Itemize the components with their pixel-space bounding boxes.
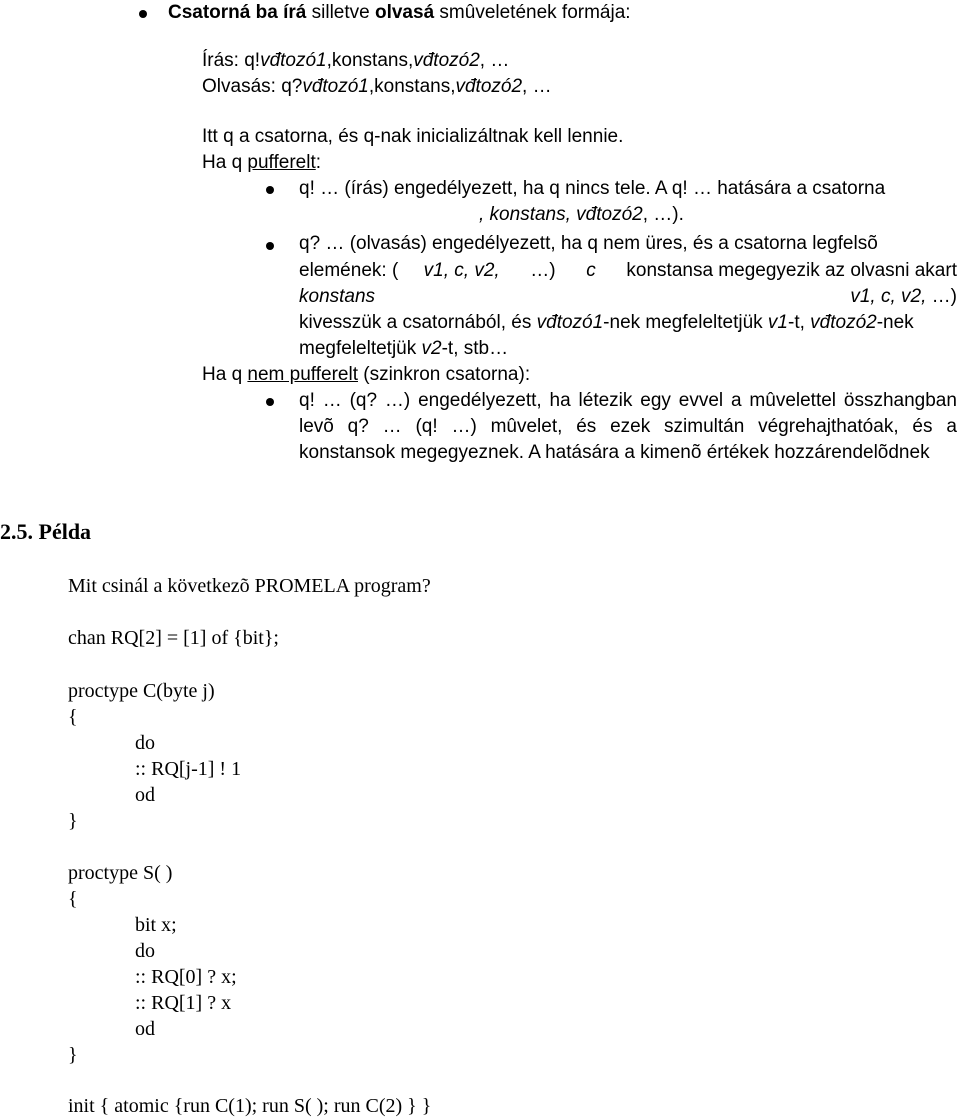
code-line: od bbox=[135, 784, 155, 806]
intro-text: Itt q a csatorna, és q-nak inicializáltnak kell lennie. bbox=[202, 126, 624, 147]
code-line: do bbox=[135, 940, 155, 962]
buffered-read-rule-line3: konstans v1, c, v2, …) bbox=[299, 286, 957, 307]
unbuffered-rule-line1: q! … (q? …) engedélyezett, ha létezik egy evvel a mûvelettel összhangban bbox=[299, 390, 957, 411]
code-line: do bbox=[135, 732, 155, 754]
code-line: init { atomic {run C(1); run S( ); run C(2) } } bbox=[68, 1095, 432, 1117]
read-syntax: Olvasás: q?vđtozó1,konstans,vđtozó2, … bbox=[202, 76, 552, 97]
example-heading: 2.5. Példa bbox=[0, 519, 92, 544]
unbuffered-rule-line2: levõ q? … (q! …) mûvelet, és ezek szimultán végrehajthatóak, és a bbox=[299, 416, 957, 437]
buffered-write-rule: q! … (írás) engedélyezett, ha q nincs tele. A q! … hatására a csatorna bbox=[299, 178, 886, 199]
bullet-dot bbox=[266, 186, 274, 194]
code-line: bit x; bbox=[135, 914, 177, 936]
code-line: { bbox=[68, 888, 78, 910]
buffered-lead: Ha q pufferelt: bbox=[202, 152, 322, 173]
bullet-dot bbox=[266, 398, 274, 406]
unbuffered-rule-line3: konstansok megegyeznek. A hatására a kimenõ értékek hozzárendelõdnek bbox=[299, 442, 930, 463]
code-line: chan RQ[2] = [1] of {bit}; bbox=[68, 627, 279, 649]
bullet-dot bbox=[266, 242, 274, 250]
buffered-read-rule: q? … (olvasás) engedélyezett, ha q nem üres, és a csatorna legfelsõ bbox=[299, 233, 878, 254]
code-line: proctype S( ) bbox=[68, 862, 173, 884]
code-line: :: RQ[1] ? x bbox=[135, 992, 232, 1014]
code-line: proctype C(byte j) bbox=[68, 680, 215, 702]
write-syntax: Írás: q!vđtozó1,konstans,vđtozó2, … bbox=[202, 50, 510, 71]
buffered-write-rule-cont: , konstans, vđtozó2, …). bbox=[479, 204, 684, 225]
buffered-read-rule-line5: megfeleltetjük v2-t, stb… bbox=[299, 338, 509, 359]
code-line: } bbox=[68, 1044, 78, 1066]
code-line: } bbox=[68, 810, 78, 832]
buffered-read-rule-line4: kivesszük a csatornából, és vđtozó1-nek megfeleltetjük v1-t, vđtozó2-nek bbox=[299, 312, 914, 333]
code-line: :: RQ[j-1] ! 1 bbox=[135, 758, 242, 780]
example-question: Mit csinál a következõ PROMELA program? bbox=[68, 575, 431, 597]
code-line: :: RQ[0] ? x; bbox=[135, 966, 237, 988]
code-line: od bbox=[135, 1018, 155, 1040]
code-line: { bbox=[68, 706, 78, 728]
unbuffered-lead: Ha q nem pufferelt (szinkron csatorna): bbox=[202, 364, 531, 385]
bullet-dot bbox=[139, 10, 147, 18]
channel-ops-heading: Csatorná ba írá silletve olvasá smûveletének formája: bbox=[168, 2, 631, 23]
buffered-read-rule-line2: elemének: ( v1, c, v2, …) c konstansa megegyezik az olvasni akart bbox=[299, 260, 957, 281]
